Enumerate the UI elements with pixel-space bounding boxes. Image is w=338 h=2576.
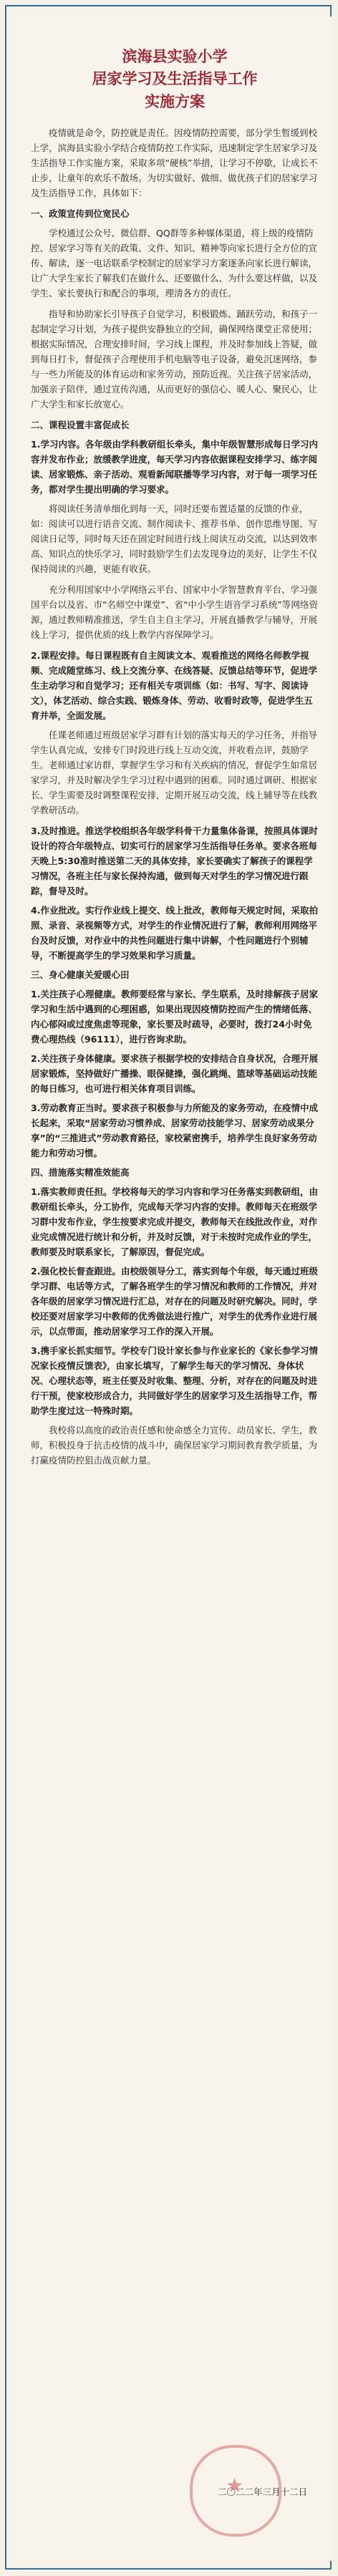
sub-heading: 3.及时推进。推送学校组织各年级学科骨干力量集体备课，按照具体课时设计的符合年级特点、切实可行的居家学习生活指导任务单。要求各班每天晚上5:30准时推送第二天的具体安排，家长要确实了解孩子的课程学习情况，各班主任与家长保持沟通，做到每天对学生的学习情况进行跟踪，督导及时。 [31,825,318,896]
sub-heading: 1.学习内容。各年级由学科教研组长牵头，集中年级智慧形成每日学习内容并发布作业；放缓教学进度，每天学习内容依据课程安排学习、练字阅读、居家锻炼、亲子活动、观看新闻联播等学习内容，对于每一项学习任务，都对学生提出明确的学习要求。 [31,439,318,495]
paragraph: 充分利用国家中小学网络云平台、国家中小学智慧教育平台、学习强国平台以及省、市“名师空中课堂”、省“中小学生语音学习系统”等网络资源，通过教师精准推送，学生自主自主学习，开展直播教学与辅导，开展线上学习，提供优质的线上教学内容保障学习。 [31,584,318,640]
sub-heading: 3.携手家长抓实细节。学校专门设计家长参与作业家长的《家长参学习情况家长疫情反馈表》，由家长填写，了解学生每天的学习情况、身体状况、心理状态等，班主任要及时收集、整理、分析，对存在的问题及时进行干预，使家校形成合力，共同做好学生的居家学习及生活指导工作，帮助学生度过这一特殊时期。 [31,1345,318,1416]
section-heading: 四、措施落实精准效能高 [31,1167,130,1178]
paragraph: 学校通过公众号、微信群、QQ群等多种媒体渠道，将上级的疫情防控、居家学习等有关的政策、文件、知识、精神等向家长进行全方位的宣传、解读，逐一电话联系学校制定的居家学习方案逐条向家长进行解读，让广大学生家长了解我们在做什么、还要做什么、为什么要这样做，以及学生、家长要执行和配合的事项，理清各方的责任。 [31,228,318,299]
section-heading: 三、身心健康关爱暖心田 [31,969,130,980]
sub-heading: 1.落实教师责任担。学校将每天的学习内容和学习任务落实到教研组，由教研组长牵头，分工协作，完成每天学习内容的安排。教师每天在班级学习群中发布作业，学生按要求完成并提交，教师每天在线批改作业，对作业完成情况进行统计和分析，并及时反馈，对于未按时完成作业的学生，教师要及时联系家长，了解原因，督促完成。 [31,1186,318,1257]
section-heading: 二、课程设置丰富促成长 [31,420,130,430]
official-seal-icon [190,2445,281,2537]
title-line-1: 滨海县实验小学 [122,47,228,65]
sub-heading: 2.强化校长督查跟进。由校级领导分工，落实到每个年级，每天通过班级学习群、电话等方式，了解各班学生的学习情况和教师的工作情况，并对各年级的居家学习情况进行汇总，对存在的问题及时研究解决。同时，学校还要对居家学习中教师的优秀做法进行推广，对学生的优秀作业进行展示，以点带面，推动居家学习工作的深入开展。 [31,1266,318,1337]
content [31,125,319,1473]
document-date: 二〇二二年三月十二日 [217,2487,307,2497]
sub-heading: 1.关注孩子心理健康。教师要经常与家长、学生联系，及时排解孩子居家学习和生活中遇到的心理困惑，如果出现因疫情防控而产生的情绪低落、内心郁闷或过度焦虑等现象，家长要及时疏导，必要时，拨打24小时免费心理热线（96111），进行咨询求助。 [31,989,318,1045]
section-heading: 一、政策宣传到位宽民心 [31,208,130,219]
document-frame [5,5,332,2570]
paragraph: 任课老师通过班级居家学习群有计划的落实每天的学习任务，并指导学生认真完成，安排专门时段进行线上互动交流，并收看点评，鼓励学生。老师通过家访群，掌握学生学习和有关疾病的情况，督促学生如常居家学习，并及时解决学生学习过程中遇到的困难。同时通过调研、根据家长、学生需要及时调整课程安排，定期开展互动交流，线上辅导等在线教学教研活动。 [31,730,318,815]
sub-heading: 2.课程安排。每日课程既有自主阅读文本、观看推送的网络名师教学视频、完成随堂练习、线上交流分享、在线答疑、反馈总结等环节，促进学生主动学习和自觉学习；还有相关专项训练（如：书写、写字、阅读诗文），体艺活动、综合实践、锻炼身体、劳动、收看时政等，促进学生五育并举，全面发展。 [31,650,318,721]
document-body [18,16,332,2561]
title-line-3: 实施方案 [145,92,205,110]
paragraph: 疫情就是命令，防控就是责任。因疫情防控需要，部分学生暂缓到校上学，滨海县实验小学结合疫情防控工作实际，迅速制定学生居家学习及生活指导工作实施方案，采取多项“硬核”举措，让学习不停歇，让成长不止步，让童年的欢乐不散场。为切实做好、做细、做优孩子们的居家学习及生活指导工作，具体如下： [31,127,318,198]
title-line-2: 居家学习及生活指导工作 [92,69,258,87]
sub-heading: 4.作业批改。实行作业线上提交、线上批改，教师每天规定时间，采取拍照、录音、录视频等方式，对学生的作业情况进行了解，教师利用网络平台及时反馈，对作业中的共性问题进行集中讲解，个性问题进行个别辅导，不断提高学生的学习效果和学习质量。 [31,905,318,961]
sub-heading: 2.关注孩子身体健康。要求孩子根据学校的安排结合自身状况，合理开展居家锻炼，坚持做好广播操、眼保健操，强化跳绳、篮球等基础运动技能的每日练习，也可进行相关体育项目训练。 [31,1053,318,1094]
closing-paragraph: 我校将以高度的政治责任感和使命感全力宣传、动员家长、学生，教师，积极投身于抗击疫情的战斗中，确保居家学习期间教育教学质量，为打赢疫情防控狙击战贡献力量。 [31,1425,318,1466]
paragraph: 指导和协助家长引导孩子自觉学习，积极锻炼、踊跃劳动，和孩子一起制定学习计划，为孩子提供安静独立的空间，确保网络课堂正常使用；根据实际情况，合理安排时间，学习线上课程，并及时参加线上答疑，做到每日打卡，督促孩子合理使用手机电脑等电子设备，避免沉迷网络，参与一些力所能及的体育运动和家务劳动，预防近视。关注孩子居家活动，加强亲子陪伴，通过宣传沟通，从而更好的强信心、暖人心、聚民心，让广大学生和家长放宽心。 [31,309,318,410]
paragraph: 将阅读任务清单细化到每一天，同时还要布置适量的反馈的作业，如：阅读可以进行语音交流、制作阅读卡、推荐书单、创作思维导图、写阅读日记等，同时每天还在固定时间进行线上阅读互动交流，以达到效率高、知识点的快乐学习，同时鼓励学生们去发现身边的美好，让学生不仅保持阅读的兴趣，更能有收获。 [31,503,318,574]
sub-heading: 3.劳动教育正当时。要求孩子积极参与力所能及的家务劳动，在疫情中成长起来，采取“居家劳动习惯养成、居家劳动技能学习、居家劳动成果分享”的“三推进式”劳动教育路径，家校紧密携手，培养学生良好家务劳动能力和劳动习惯。 [31,1103,318,1158]
